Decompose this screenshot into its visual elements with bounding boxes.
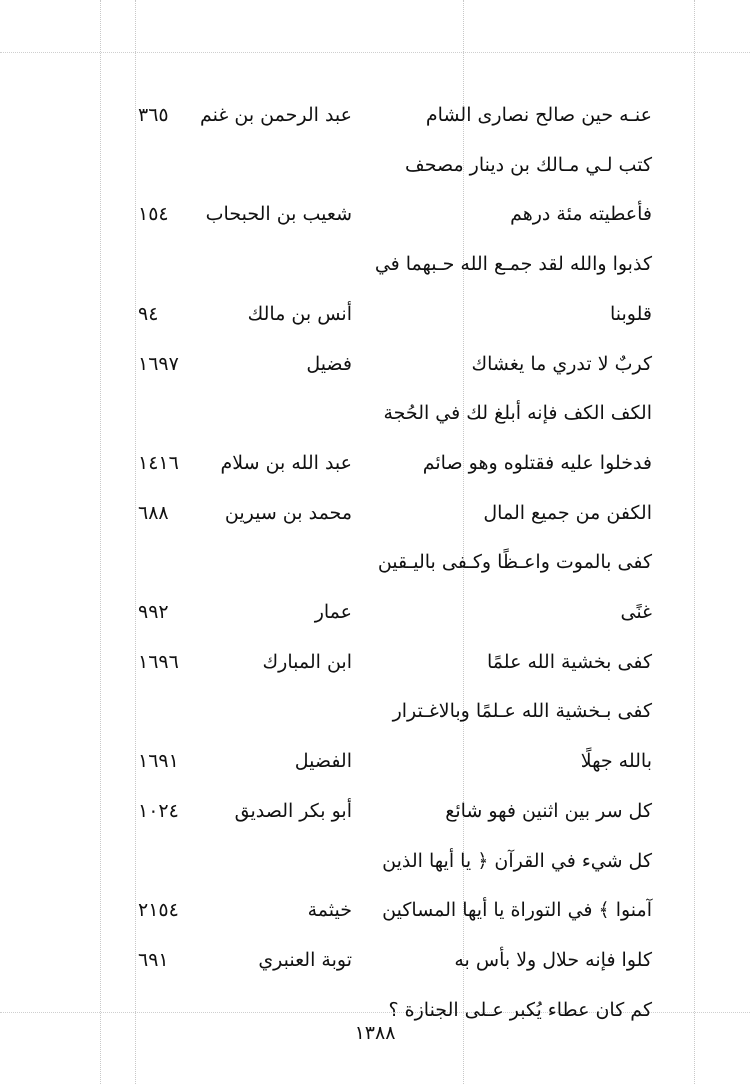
entry-narrator: عمار — [314, 601, 352, 623]
entry-page-number: ١٤١٦ — [138, 452, 179, 474]
entry-narrator: شعيب بن الحبحاب — [205, 203, 352, 225]
entry-narrator: محمد بن سيرين — [224, 502, 352, 524]
entry-text: عنـه حين صالح نصارى الشام — [425, 104, 652, 126]
margin-guide-right — [694, 0, 695, 1084]
top-margin-guide — [0, 52, 750, 53]
entry-text: فدخلوا عليه فقتلوه وهو صائم — [422, 452, 652, 474]
entry-text: كلوا فإنه حلال ولا بأس به — [454, 949, 652, 971]
entry-narrator: فضيل — [306, 353, 352, 375]
entry-narrator: ابن المبارك — [262, 651, 352, 673]
index-entry — [120, 892, 660, 932]
index-entry — [120, 693, 660, 733]
entry-narrator: الفضيل — [294, 750, 352, 772]
index-entry — [120, 296, 660, 336]
entry-page-number: ٦٩١ — [138, 949, 169, 971]
entry-narrator: عبد الله بن سلام — [220, 452, 352, 474]
index-entry — [120, 346, 660, 386]
entry-text: قلوبنا — [610, 303, 652, 325]
entry-text: كذبوا والله لقد جمـع الله حـبهما في — [374, 253, 652, 275]
margin-guide-left — [100, 0, 101, 1084]
index-entry — [120, 942, 660, 982]
entry-text: كم كان عطاء يُكبر عـلى الجنازة ؟ — [388, 999, 652, 1021]
entry-text: كفى بخشية الله علمًا — [487, 651, 652, 673]
entry-page-number: ١٦٩١ — [138, 750, 179, 772]
entry-page-number: ١٦٩٦ — [138, 651, 179, 673]
entry-text: كربٌ لا تدري ما يغشاك — [471, 353, 652, 375]
entry-narrator: أبو بكر الصديق — [234, 800, 352, 822]
entry-text: كفى بالموت واعـظًا وكـفى باليـقين — [377, 551, 652, 573]
entry-narrator: أنس بن مالك — [247, 303, 352, 325]
index-entry — [120, 147, 660, 187]
index-entry — [120, 544, 660, 584]
entry-page-number: ٩٩٢ — [138, 601, 169, 623]
entry-text: كل شيء في القرآن ﴿ يا أيها الذين — [382, 850, 652, 872]
entry-text: كفى بـخشية الله عـلمًا وبالاغـترار — [392, 700, 652, 722]
entry-text: فأعطيته مئة درهم — [510, 203, 652, 225]
entry-page-number: ١٦٩٧ — [138, 353, 179, 375]
index-entry — [120, 793, 660, 833]
index-entry — [120, 644, 660, 684]
index-entry — [120, 395, 660, 435]
entry-narrator: توبة العنبري — [258, 949, 352, 971]
entry-text: الكفن من جميع المال — [483, 502, 652, 524]
index-entry — [120, 843, 660, 883]
page-number: ١٣٨٨ — [354, 1022, 396, 1044]
entry-page-number: ٣٦٥ — [138, 104, 169, 126]
entry-text: غنًى — [620, 601, 652, 623]
index-entry — [120, 743, 660, 783]
index-entry — [120, 246, 660, 286]
entry-page-number: ٢١٥٤ — [138, 899, 179, 921]
entry-text: كتب لـي مـالك بن دينار مصحف — [405, 154, 652, 176]
entry-text: كل سر بين اثنين فهو شائع — [445, 800, 652, 822]
entry-text: الكف الكف فإنه أبلغ لك في الحُجة — [383, 402, 652, 424]
entry-page-number: ٦٨٨ — [138, 502, 169, 524]
index-entry — [120, 594, 660, 634]
entry-text: آمنوا ﴾ في التوراة يا أيها المساكين — [382, 899, 652, 921]
index-entry — [120, 445, 660, 485]
entry-page-number: ١٥٤ — [138, 203, 169, 225]
entry-page-number: ٩٤ — [138, 303, 159, 325]
index-entry — [120, 97, 660, 137]
index-entry — [120, 495, 660, 535]
entry-page-number: ١٠٢٤ — [138, 800, 179, 822]
entry-narrator: خيثمة — [307, 899, 352, 921]
entry-narrator: عبد الرحمن بن غنم — [200, 104, 352, 126]
index-entry — [120, 196, 660, 236]
entry-text: بالله جهلًا — [580, 750, 652, 772]
